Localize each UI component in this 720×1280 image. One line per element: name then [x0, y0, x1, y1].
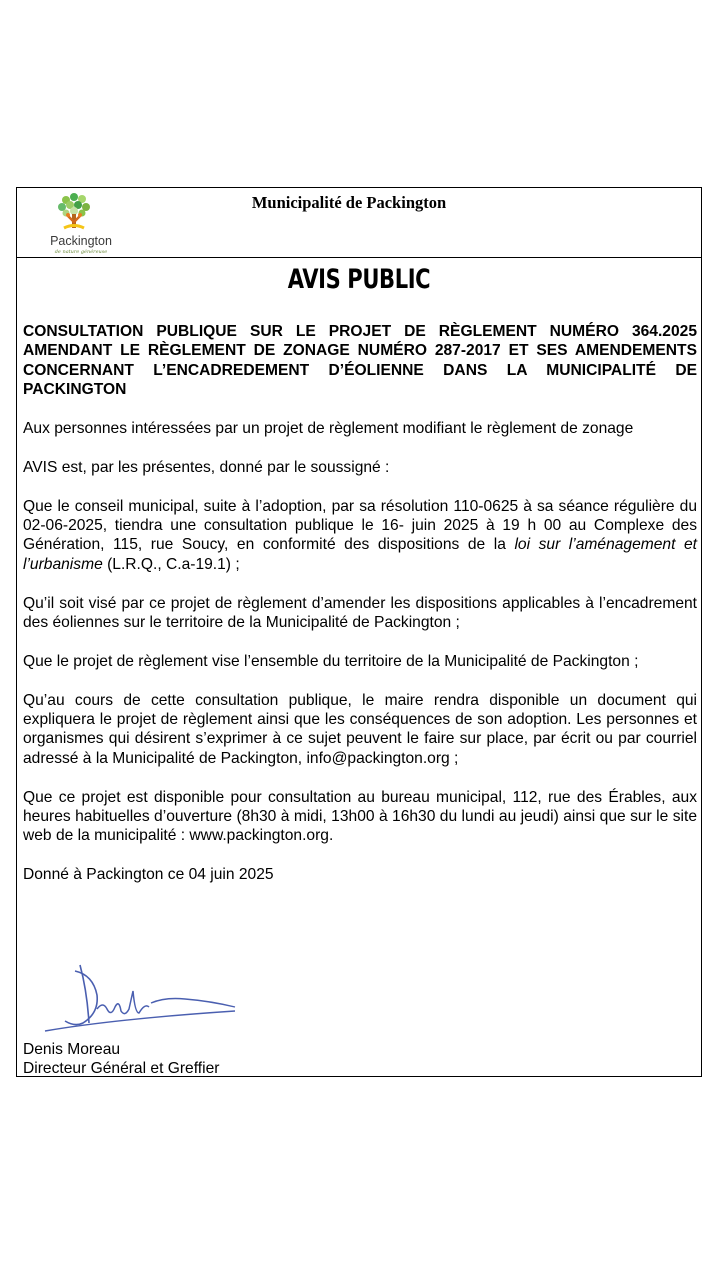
- given-date: Donné à Packington ce 04 juin 2025: [23, 866, 274, 884]
- header: [17, 188, 701, 258]
- signatory-name: Denis Moreau: [23, 1041, 121, 1058]
- paragraph-purpose: Qu’il soit visé par ce projet de règlement d’amender les dispositions applicables à l’encadrement des éoliennes sur le territoire de la Municipalité de Packington ;: [23, 594, 697, 632]
- logo-name: Packington: [50, 234, 112, 248]
- intro: AVIS est, par les présentes, donné par le soussigné :: [23, 458, 390, 476]
- logo-tagline: de nature généreuse: [54, 249, 108, 255]
- addressee: Aux personnes intéressées par un projet de règlement modifiant le règlement de zonage: [23, 420, 634, 438]
- para1-ref: (L.R.Q., C.a-19.1) ;: [102, 555, 240, 573]
- paragraph-document: Qu’au cours de cette consultation publique, le maire rendra disponible un document qui expliquera le projet de règlement ainsi que les conséquences de son adoption. Les personnes et organismes qui désirent s’exprimer à ce sujet peuvent le faire sur place, par écrit ou par courriel adressé à la Municipalité de Packington, info@packington.org ;: [23, 691, 697, 767]
- paragraph-consultation: [23, 497, 697, 575]
- municipality-title: Municipalité de Packington: [251, 193, 447, 212]
- signature: [25, 961, 245, 1041]
- page-title: AVIS PUBLIC: [287, 264, 431, 295]
- notice-body: [23, 322, 697, 885]
- paragraph-availability: Que ce projet est disponible pour consultation au bureau municipal, 112, rue des Érables, aux heures habituelles d’ouverture (8h30 à midi, 13h00 à 16h30 du lundi au jeudi) ainsi que sur le site web de la municipalité : www.packington.org.: [23, 788, 697, 845]
- notice-frame: [16, 187, 702, 1077]
- paragraph-territory: Que le projet de règlement vise l’ensemble du territoire de la Municipalité de Packington ;: [23, 652, 639, 670]
- notice-title: CONSULTATION PUBLIQUE SUR LE PROJET DE RÈGLEMENT NUMÉRO 364.2025 AMENDANT LE RÈGLEMENT DE ZONAGE NUMÉRO 287-2017 ET SES AMENDEMENTS CONCERNANT L’ENCADREDEMENT D’ÉOLIENNE DANS LA MUNICIPALITÉ DE PACKINGTON: [23, 323, 697, 399]
- signatory-title: Directeur Général et Greffier: [23, 1060, 220, 1077]
- para1-text: Que le conseil municipal, suite à l’adoption, par sa résolution 110-0625 à sa séance régulière du 02-06-2025, tiendra une consultation publique le 16- juin 2025 à 19 h 00 au Complexe des Génération, 115, rue Soucy, en conformité des dispositions de la: [23, 497, 697, 554]
- law-title: loi sur l’aménagement et l’urbanisme: [23, 536, 697, 573]
